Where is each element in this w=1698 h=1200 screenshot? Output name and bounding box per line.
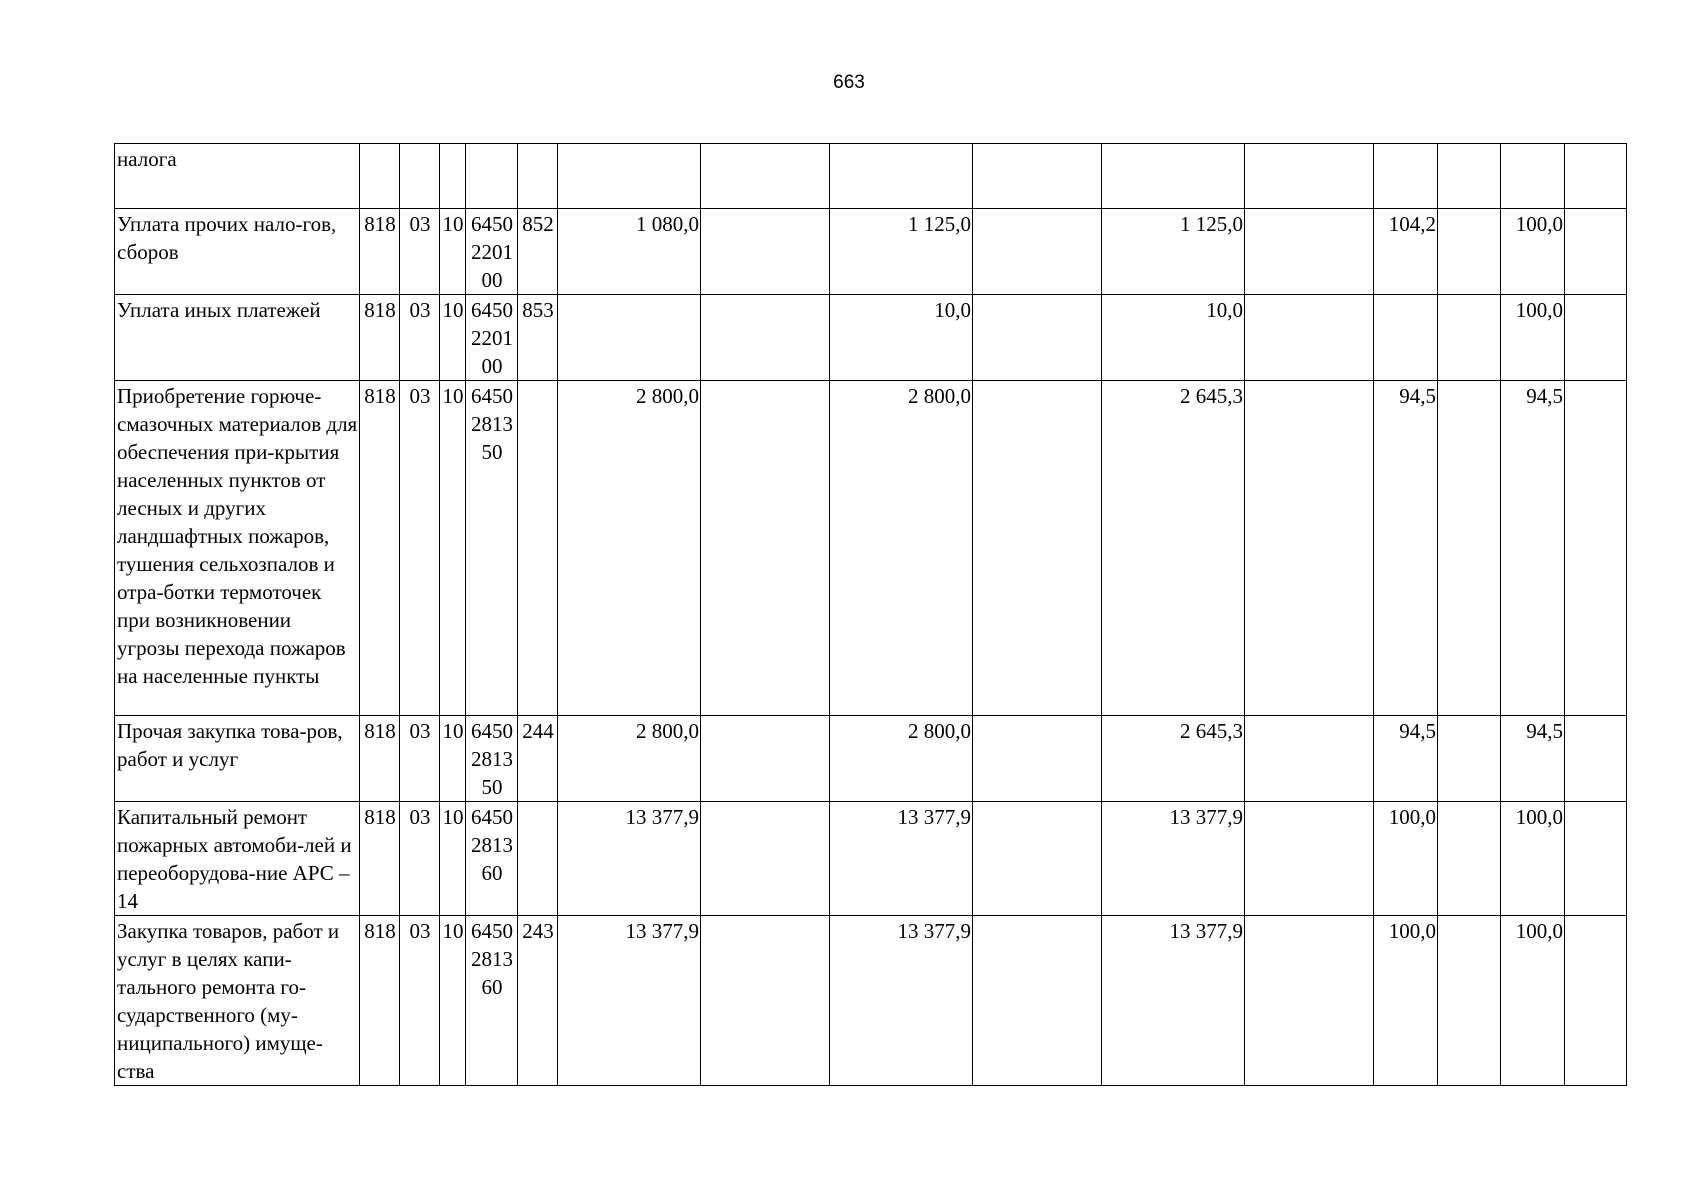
value-cell [973, 295, 1102, 381]
value-cell [1245, 716, 1374, 802]
percent-cell [1565, 295, 1627, 381]
value-cell [1245, 295, 1374, 381]
target-article-code [466, 144, 518, 209]
target-article-code: 6450281350 [466, 716, 518, 802]
ved-code: 818 [360, 295, 400, 381]
row-name: Капитальный ремонт пожарных автомоби-лей и переоборудова-ние АРС – 14 [115, 802, 360, 916]
expense-type-code: 244 [518, 716, 558, 802]
percent-cell: 100,0 [1374, 916, 1438, 1086]
table-row [115, 381, 1627, 716]
expense-type-code: 243 [518, 916, 558, 1086]
target-article-code: 6450220100 [466, 209, 518, 295]
value-cell [973, 381, 1102, 716]
expense-type-code: 852 [518, 209, 558, 295]
percent-cell: 100,0 [1501, 209, 1565, 295]
ved-code [360, 144, 400, 209]
percent-cell: 100,0 [1501, 916, 1565, 1086]
section-code [400, 144, 440, 209]
value-cell: 10,0 [830, 295, 973, 381]
percent-cell [1438, 716, 1501, 802]
value-cell: 2 800,0 [830, 716, 973, 802]
section-code: 03 [400, 209, 440, 295]
value-cell: 13 377,9 [830, 802, 973, 916]
value-cell: 1 125,0 [1102, 209, 1245, 295]
section-code: 03 [400, 716, 440, 802]
subsection-code [440, 144, 466, 209]
value-cell: 1 080,0 [558, 209, 701, 295]
percent-cell [1565, 209, 1627, 295]
value-cell: 1 125,0 [830, 209, 973, 295]
percent-cell: 100,0 [1374, 802, 1438, 916]
percent-cell [1438, 916, 1501, 1086]
value-cell [1245, 381, 1374, 716]
value-cell: 13 377,9 [1102, 802, 1245, 916]
value-cell: 2 645,3 [1102, 381, 1245, 716]
percent-cell [1374, 295, 1438, 381]
target-article-code: 6450281360 [466, 916, 518, 1086]
expense-type-code [518, 802, 558, 916]
percent-cell [1501, 144, 1565, 209]
value-cell [1245, 916, 1374, 1086]
value-cell [1245, 209, 1374, 295]
value-cell [701, 716, 830, 802]
row-name: Закупка товаров, работ и услуг в целях капи-тального ремонта го-сударственного (му-ниципального) имуще-ства [115, 916, 360, 1086]
value-cell: 2 800,0 [558, 381, 701, 716]
percent-cell: 100,0 [1501, 295, 1565, 381]
value-cell: 10,0 [1102, 295, 1245, 381]
row-name: Приобретение горюче-смазочных материалов для обеспечения при-крытия населенных пунктов от лесных и других ландшафтных пожаров, тушения сельхозпалов и отра-ботки термоточек при возникновении угрозы перехода пожаров на населенные пункты [115, 381, 360, 716]
value-cell [701, 916, 830, 1086]
subsection-code: 10 [440, 381, 466, 716]
value-cell [558, 295, 701, 381]
value-cell [701, 209, 830, 295]
percent-cell [1565, 144, 1627, 209]
percent-cell [1438, 802, 1501, 916]
ved-code: 818 [360, 209, 400, 295]
expense-type-code: 853 [518, 295, 558, 381]
page-number: 663 [833, 72, 865, 93]
percent-cell: 94,5 [1501, 381, 1565, 716]
value-cell [1245, 802, 1374, 916]
table-row [115, 802, 1627, 916]
value-cell: 13 377,9 [558, 802, 701, 916]
row-name: Прочая закупка това-ров, работ и услуг [115, 716, 360, 802]
ved-code: 818 [360, 716, 400, 802]
table-row [115, 716, 1627, 802]
ved-code: 818 [360, 916, 400, 1086]
row-name: Уплата иных платежей [115, 295, 360, 381]
value-cell [973, 144, 1102, 209]
value-cell [973, 916, 1102, 1086]
value-cell: 2 800,0 [558, 716, 701, 802]
percent-cell [1565, 916, 1627, 1086]
value-cell [973, 802, 1102, 916]
target-article-code: 6450281350 [466, 381, 518, 716]
value-cell [1245, 144, 1374, 209]
subsection-code: 10 [440, 295, 466, 381]
value-cell: 2 645,3 [1102, 716, 1245, 802]
target-article-code: 6450281360 [466, 802, 518, 916]
percent-cell: 94,5 [1374, 716, 1438, 802]
table-row [115, 209, 1627, 295]
value-cell: 13 377,9 [830, 916, 973, 1086]
budget-table [114, 143, 1627, 1086]
value-cell: 13 377,9 [1102, 916, 1245, 1086]
percent-cell [1374, 144, 1438, 209]
row-name: Уплата прочих нало-гов, сборов [115, 209, 360, 295]
table-row [115, 295, 1627, 381]
percent-cell [1565, 716, 1627, 802]
section-code: 03 [400, 916, 440, 1086]
value-cell [701, 381, 830, 716]
subsection-code: 10 [440, 802, 466, 916]
percent-cell [1438, 209, 1501, 295]
value-cell [701, 144, 830, 209]
value-cell [973, 209, 1102, 295]
value-cell [973, 716, 1102, 802]
ved-code: 818 [360, 381, 400, 716]
percent-cell: 104,2 [1374, 209, 1438, 295]
subsection-code: 10 [440, 716, 466, 802]
percent-cell: 94,5 [1374, 381, 1438, 716]
ved-code: 818 [360, 802, 400, 916]
expense-type-code [518, 144, 558, 209]
percent-cell: 94,5 [1501, 716, 1565, 802]
value-cell: 2 800,0 [830, 381, 973, 716]
value-cell: 13 377,9 [558, 916, 701, 1086]
subsection-code: 10 [440, 916, 466, 1086]
percent-cell [1565, 381, 1627, 716]
section-code: 03 [400, 381, 440, 716]
expense-type-code [518, 381, 558, 716]
section-code: 03 [400, 802, 440, 916]
subsection-code: 10 [440, 209, 466, 295]
value-cell [558, 144, 701, 209]
section-code: 03 [400, 295, 440, 381]
value-cell [701, 802, 830, 916]
percent-cell [1438, 144, 1501, 209]
value-cell [701, 295, 830, 381]
value-cell [830, 144, 973, 209]
percent-cell [1438, 381, 1501, 716]
percent-cell: 100,0 [1501, 802, 1565, 916]
table-row [115, 916, 1627, 1086]
value-cell [1102, 144, 1245, 209]
row-name: налога [115, 144, 360, 209]
table-row [115, 144, 1627, 209]
percent-cell [1438, 295, 1501, 381]
target-article-code: 6450220100 [466, 295, 518, 381]
percent-cell [1565, 802, 1627, 916]
